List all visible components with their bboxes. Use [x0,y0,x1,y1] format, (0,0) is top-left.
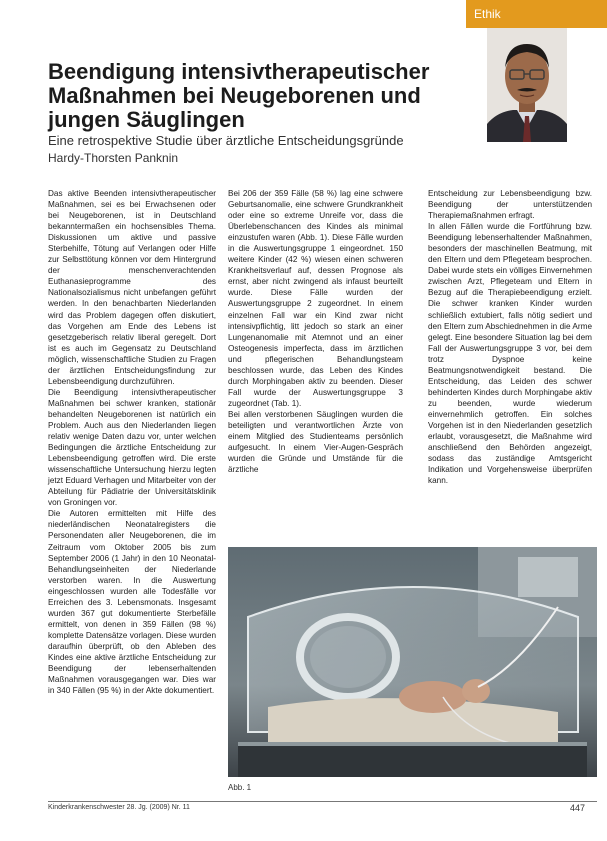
article-title: Beendigung intensivtherapeutischer Maßnahmen bei Neugeborenen und jungen Säuglingen [48,59,430,132]
incubator-photo [228,547,597,777]
incubator-image [228,547,597,777]
section-tab [466,0,607,28]
author-photo [487,28,567,142]
text-column-2 [228,188,403,475]
article-subtitle: Eine retrospektive Studie über ärztliche Entscheidungsgründe [48,133,404,148]
figure-caption: Abb. 1 [228,783,252,792]
section-label: Ethik [474,7,501,21]
paragraph: Bei allen verstorbenen Säuglingen wurden die beteiligten und verantwortlichen Ärzte von einem Mitglied des Studienteams persönlich aufgesucht. In einem Vier-Augen-Gespräch wurden die Gründe und Umstände für die ärztliche [228,409,403,475]
text-column-1 [48,188,216,696]
author-portrait-image [487,28,567,142]
paragraph: Entscheidung zur Lebensbeendigung bzw. Beendigung der unterstützenden Therapiemaßnahmen erfragt. [428,189,592,221]
paragraph: Bei 206 der 359 Fälle (58 %) lag eine schwere Geburtsanomalie, eine schwere Grundkrankheit oder eine so extreme Unreife vor, dass die Überlebenschancen des Kindes als minimal einzustufen waren (Abb. 1). Diese Fälle wurden in die Auswertungsgruppe 1 eingeordnet. 150 weitere Kinder (42 %) wiesen einen schweren Krankheitsverlauf auf, dessen Prognose als ernst, aber nicht zwingend als infaust beurteilt wurde. Diese Fälle wurden der Auswertungsgruppe 2 zugeordnet. In einem einzelnen Fall war ein Kind zwar nicht intensivpflichtig, litt jedoch so stark an einer Lungenanomalie mit Atemnot und an einer Osteogenesis imperfecta, dass im ärztlichen und pflegerischen Behandlungsteam beschlossen wurde, das Leben des Kindes durch Morphingaben aktiv zu beenden. Dieser Fall wurde der Auswertungsgruppe 3 zugeordnet (Tab. 1). [228,189,403,408]
page-number: 447 [570,803,586,813]
paragraph: Die Autoren ermittelten mit Hilfe des niederländischen Neonatalregisters die Personendaten aller Neugeborenen, die im Zeitraum vom Oktober 2005 bis zum September 2006 (1 Jahr) in den 10 Neonatal-Behandlungseinheiten der Niederlande verstorben waren. In die Auswertung eingeschlossen wurden alle Todesfälle vor Erreichen des 3. Lebensmonats. Insgesamt wurden 367 gut dokumentierte Sterbefälle ermittelt, von denen in 359 Fällen (98 %) komplette Datensätze vorlagen. Diese wurden daraufhin überprüft, ob den Ableben des Kindes eine aktive ärztliche Entscheidung zur Beendigung der lebenserhaltenden Maßnahmen vorausgegangen war. Dies war in 340 Fällen (95 %) in der Akte dokumentiert. [48,509,216,696]
article-author: Hardy-Thorsten Panknin [48,151,179,165]
paragraph: Die Beendigung intensivtherapeutischer Maßnahmen bei schwer kranken, stationär behandelten Neugeborenen ist natürlich ein Problem. Auch aus den Niederlanden liegen relativ wenige Daten dazu vor, unter welchen Bedingungen die ärztliche Entscheidung zur Lebensbeendigung getroffen wird. Die erste wissenschaftliche Untersuchung hierzu legten jetzt Eduard Verhagen und Mitarbeiter von der Abteilung für Pädiatrie der Universitätsklinik von Groningen vor. [48,387,216,508]
footer-divider [48,801,597,802]
paragraph: In allen Fällen wurde die Fortführung bzw. Beendigung lebenserhaltender Maßnahmen, besonders der maschinellen Beatmung, mit den Eltern und dem Pflegeteam besprochen. Dabei wurde stets ein völliges Einvernehmen zwischen Arzt, Pflegeteam und Eltern in Bezug auf die Therapiebeendigung erzielt. Die schwer kranken Kinder wurden schließlich extubiert, falls nötig sediert und den Eltern zum Abschiednehmen in die Arme gelegt. Eine besondere Situation lag bei dem Fall der Auswertungsgruppe 3 vor, bei dem trotz Dyspnoe keine Beatmungsnotwendigkeit bestand. Die Entscheidung, das Leiden des schwer behinderten Kindes durch Morphingabe aktiv zu beenden, wurde wiederum einvernehmlich getroffen. Ein solches Vorgehen ist in den Niederlanden gesetzlich erlaubt, vorausgesetzt, die Maßnahme wird anschließend den Behörden angezeigt, sodass das zuständige Amtsgericht Indikation und Vorgehensweise überprüfen kann. [428,222,592,486]
text-column-3 [428,188,592,486]
paragraph: Das aktive Beenden intensivtherapeutischer Maßnahmen, sei es bei Erwachsenen oder bei Neugeborenen, ist in Deutschland bekanntermaßen ein hochsensibles Thema. Diskussionen um aktive und passive Sterbehilfe, Tötung auf Verlangen oder Hilfe zur Selbsttötung können vor dem Hintergrund der menschenverachtenden Euthanasieprogramme des Nationalsozialismus nicht unbefangen geführt werden. In den benachbarten Niederlanden wird das Problem dagegen offen diskutiert, das Vorgehen am Ende des Lebens ist gesetzgeberisch relativ liberal geregelt. Dort ist es auch im Gegensatz zu Deutschland möglich, wissenschaftliche Studien zu Fragen der ärztlichen Entscheidungsfindung zur Lebensbeendigung durchzuführen. [48,189,216,386]
footer-journal: Kinderkrankenschwester 28. Jg. (2009) Nr. 11 [48,804,190,811]
